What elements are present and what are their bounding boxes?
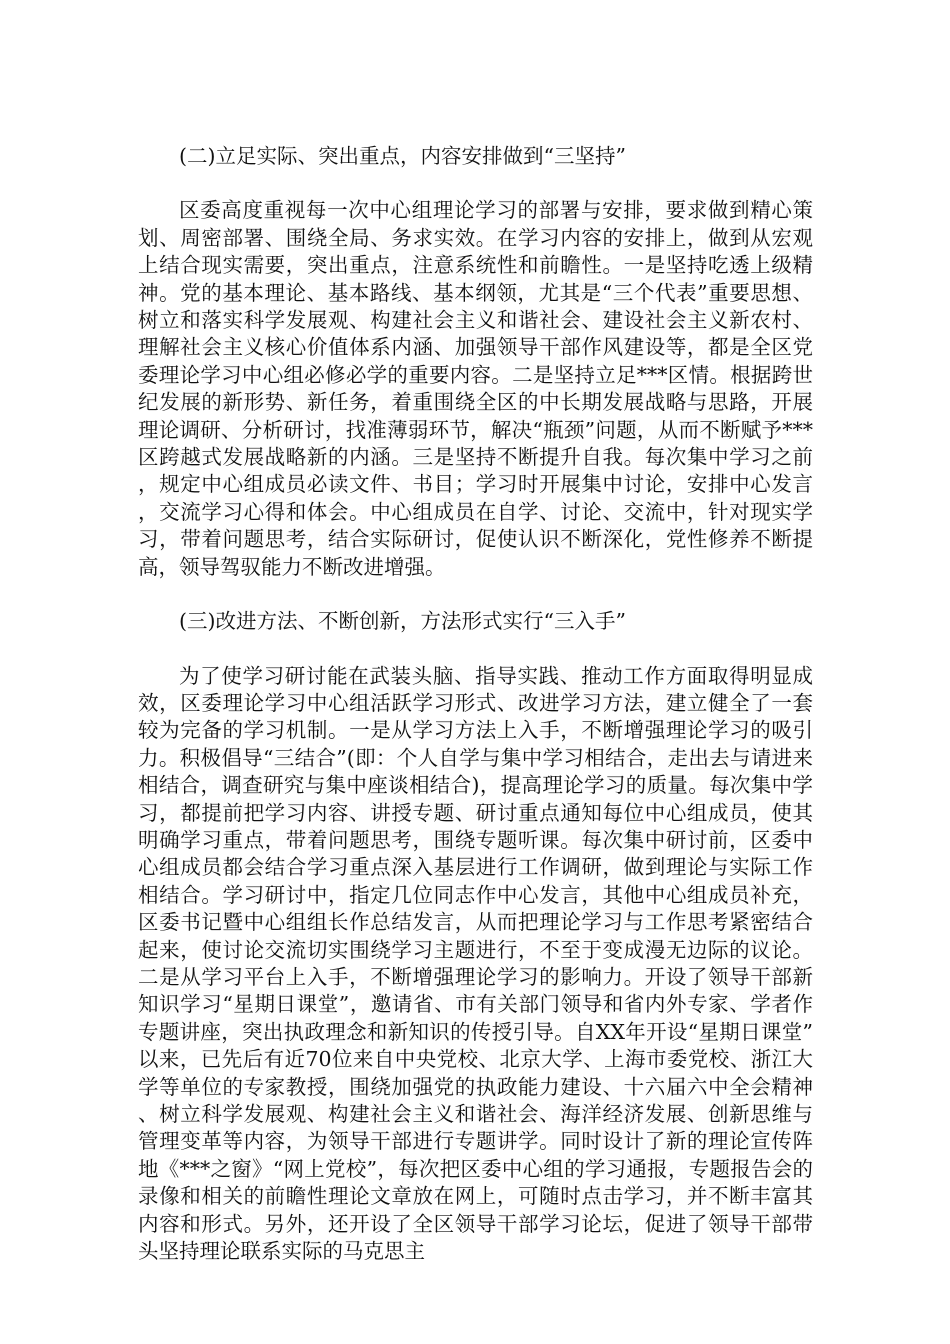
section-heading-2: (二)立足实际、突出重点，内容安排做到“三坚持” xyxy=(179,144,626,168)
section-body-3: 为了使学习研讨能在武装头脑、指导实践、推动工作方面取得明显成效，区委理论学习中心组活跃学习形式、改进学习方法，建立健全了一套较为完备的学习机制。一是从学习方法上入手，不断增强理论学习的吸引力。积极倡导“三结合”(即：个人自学与集中学习相结合，走出去与请进来相结合，调查研究与集中座谈相结合)，提高理论学习的质量。每次集中学习，都提前把学习内容、讲授专题、研讨重点通知每位中心组成员，使其明确学习重点，带着问题思考，围绕专题听课。每次集中研讨前，区委中心组成员都会结合学习重点深入基层进行工作调研，做到理论与实际工作相结合。学习研讨中，指定几位同志作中心发言，其他中心组成员补充，区委书记暨中心组组长作总结发言，从而把理论学习与工作思考紧密结合起来，使讨论交流切实围绕学习主题进行，不至于变成漫无边际的议论。二是从学习平台上入手，不断增强理论学习的影响力。开设了领导干部新知识学习“星期日课堂”，邀请省、市有关部门领导和省内外专家、学者作专题讲座，突出执政理念和新知识的传授引导。自XX年开设“星期日课堂”以来，已先后有近70位来自中央党校、北京大学、上海市委党校、浙江大学等单位的专家教授，围绕加强党的执政能力建设、十六届六中全会精神、树立科学发展观、构建社会主义和谐社会、海洋经济发展、创新思维与管理变革等内容，为领导干部进行专题讲学。同时设计了新的理论宣传阵地《***之窗》“网上党校”，每次把区委中心组的学习通报，专题报告会的录像和相关的前瞻性理论文章放在网上，可随时点击学习，并不断丰富其内容和形式。另外，还开设了全区领导干部学习论坛，促进了领导干部带头坚持理论联系实际的马克思主 xyxy=(138,663,813,1264)
spacer xyxy=(138,636,813,663)
section-body-2: 区委高度重视每一次中心组理论学习的部署与安排，要求做到精心策划、周密部署、围绕全局、务求实效。在学习内容的安排上，做到从宏观上结合现实需要，突出重点，注意系统性和前瞻性。一是坚持吃透上级精神。党的基本理论、基本路线、基本纲领，尤其是“三个代表”重要思想、树立和落实科学发展观、构建社会主义和谐社会、建设社会主义新农村、理解社会主义核心价值体系内涵、加强领导干部作风建设等，都是全区党委理论学习中心组必修必学的重要内容。二是坚持立足***区情。根据跨世纪发展的新形势、新任务，着重围绕全区的中长期发展战略与思路，开展理论调研、分析研讨，找准薄弱环节，解决“瓶颈”问题，从而不断赋予***区跨越式发展战略新的内涵。三是坚持不断提升自我。每次集中学习之前，规定中心组成员必读文件、书目；学习时开展集中讨论，安排中心发言，交流学习心得和体会。中心组成员在自学、讨论、交流中，针对现实学习，带着问题思考，结合实际研讨，促使认识不断深化，党性修养不断提高，领导驾驭能力不断改进增强。 xyxy=(138,198,813,579)
document-page xyxy=(138,143,813,1265)
spacer xyxy=(138,170,813,197)
section-heading-3: (三)改进方法、不断创新，方法形式实行“三入手” xyxy=(179,609,626,634)
spacer xyxy=(138,581,813,608)
